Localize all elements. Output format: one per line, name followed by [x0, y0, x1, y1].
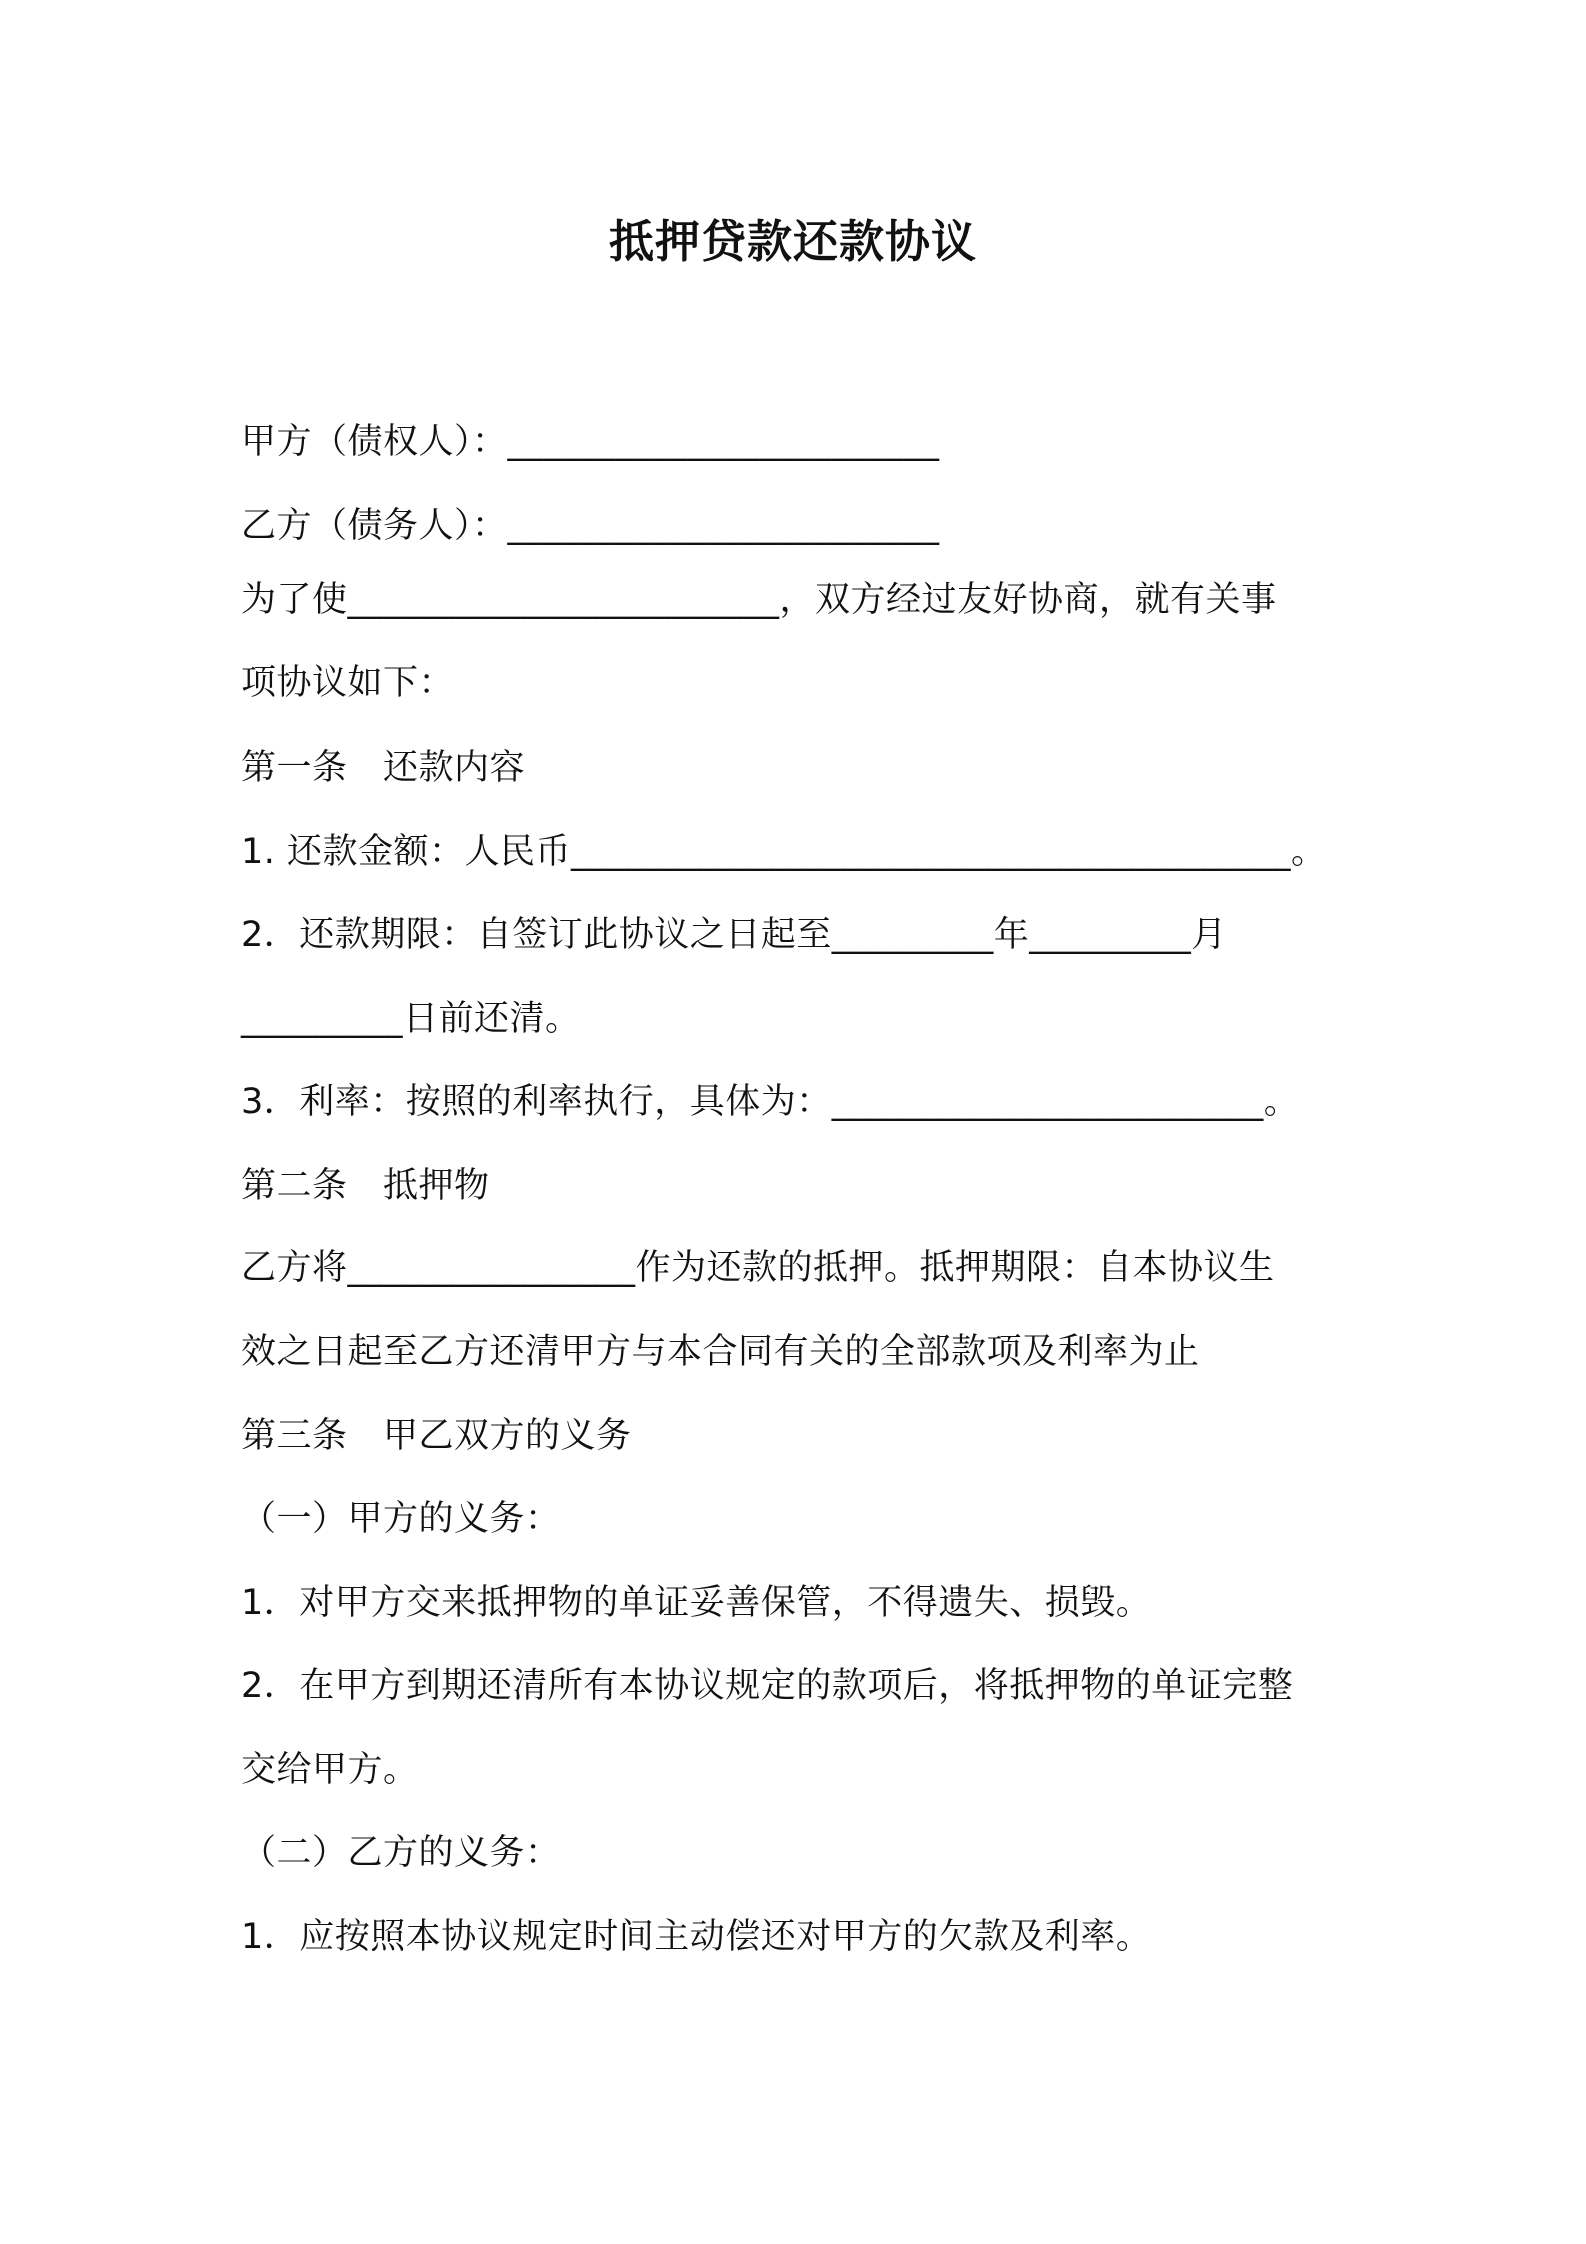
party-a-obligation-1: 1．对甲方交来抵押物的单证妥善保管，不得遗失、损毁。: [241, 1583, 1152, 1623]
party-b-obligation-1: 1．应按照本协议规定时间主动偿还对甲方的欠款及利率。: [241, 1917, 1152, 1957]
article-3-heading: 第三条 甲乙双方的义务: [241, 1416, 632, 1456]
party-a-obligation-2-continued: 交给甲方。: [241, 1750, 419, 1790]
article-2-heading: 第二条 抵押物: [241, 1166, 490, 1206]
interest-rate-line: 3．利率：按照的利率执行，具体为：________________________。: [241, 1082, 1300, 1122]
party-b-obligations-heading: （二）乙方的义务：: [241, 1833, 561, 1873]
party-b-line: 乙方（债务人）：________________________: [241, 506, 940, 546]
repayment-period-line: 2．还款期限：自签订此协议之日起至_________年_________月: [241, 915, 1227, 955]
party-a-obligations-heading: （一）甲方的义务：: [241, 1499, 561, 1539]
repayment-amount-line: 1. 还款金额：人民币________________________________________。: [241, 832, 1327, 872]
purpose-line: 为了使________________________，双方经过友好协商，就有关事: [241, 580, 1277, 620]
repayment-period-line-continued: _________日前还清。: [241, 999, 581, 1039]
article-1-heading: 第一条 还款内容: [241, 748, 526, 788]
party-a-obligation-2: 2．在甲方到期还清所有本协议规定的款项后，将抵押物的单证完整: [241, 1666, 1294, 1706]
collateral-line-continued: 效之日起至乙方还清甲方与本合同有关的全部款项及利率为止: [241, 1332, 1200, 1372]
collateral-line: 乙方将________________作为还款的抵押。抵押期限：自本协议生: [241, 1248, 1275, 1288]
document-title: 抵押贷款还款协议: [608, 215, 977, 268]
party-a-line: 甲方（债权人）：________________________: [241, 422, 940, 462]
purpose-line-continued: 项协议如下：: [241, 663, 455, 703]
